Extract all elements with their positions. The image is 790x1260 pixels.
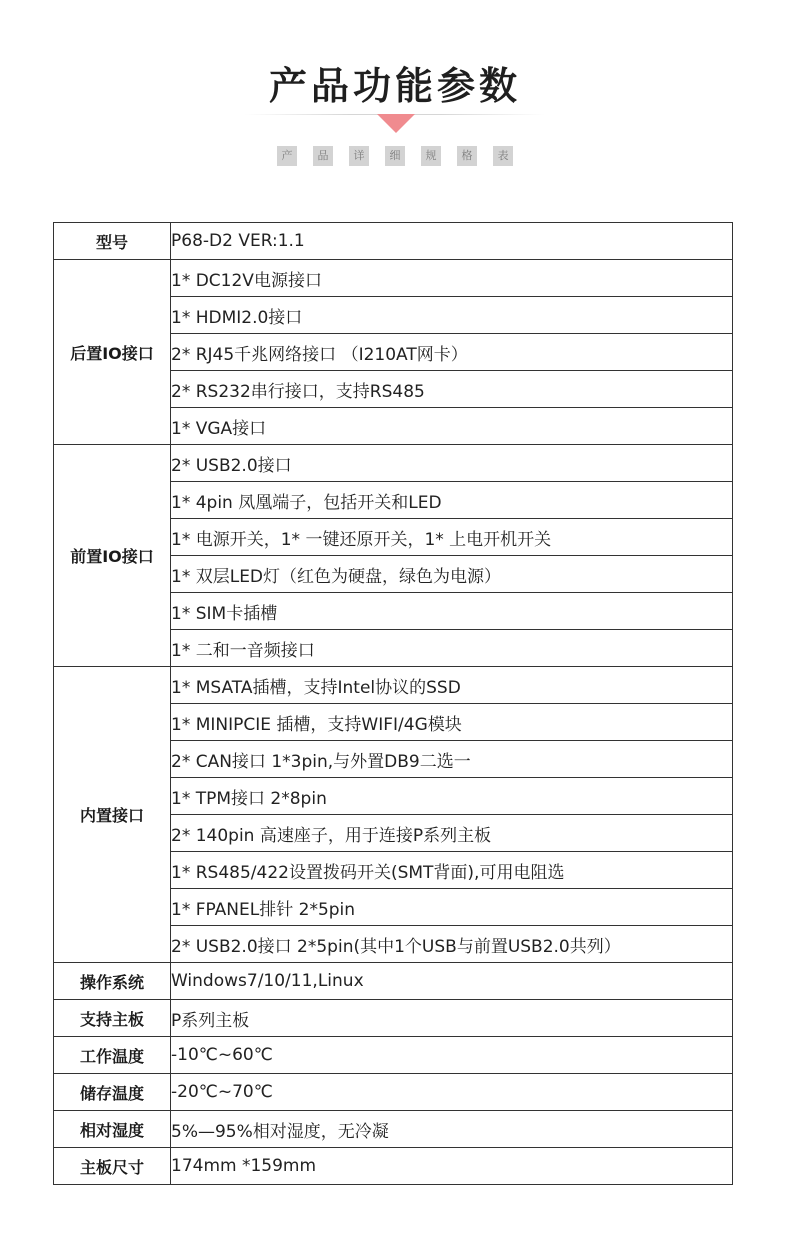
group-item: 2* USB2.0接口 2*5pin(其中1个USB与前置USB2.0共列） bbox=[171, 926, 733, 963]
row-value-storage-temp: -20℃~70℃ bbox=[171, 1074, 733, 1111]
group-item: 1* MSATA插槽，支持Intel协议的SSD bbox=[171, 667, 733, 704]
subtitle-char: 详 bbox=[349, 146, 369, 166]
subtitle-char: 产 bbox=[277, 146, 297, 166]
subtitle-char: 格 bbox=[457, 146, 477, 166]
spec-table bbox=[53, 222, 733, 1185]
row-label-model: 型号 bbox=[54, 223, 171, 260]
group-item: 1* DC12V电源接口 bbox=[171, 260, 733, 297]
row-label-working-temp: 工作温度 bbox=[54, 1037, 171, 1074]
row-value-os: Windows7/10/11,Linux bbox=[171, 963, 733, 1000]
table-row bbox=[54, 1000, 733, 1037]
table-row bbox=[54, 260, 733, 297]
table-row bbox=[54, 667, 733, 704]
group-item: 2* 140pin 高速座子，用于连接P系列主板 bbox=[171, 815, 733, 852]
table-row bbox=[54, 1074, 733, 1111]
subtitle-char: 品 bbox=[313, 146, 333, 166]
group-label-front-io: 前置IO接口 bbox=[54, 445, 171, 667]
group-label-internal: 内置接口 bbox=[54, 667, 171, 963]
group-item: 2* RJ45千兆网络接口 （I210AT网卡） bbox=[171, 334, 733, 371]
triangle-marker-icon bbox=[377, 114, 415, 133]
table-row bbox=[54, 963, 733, 1000]
group-item: 1* 双层LED灯（红色为硬盘，绿色为电源） bbox=[171, 556, 733, 593]
group-item: 2* CAN接口 1*3pin,与外置DB9二选一 bbox=[171, 741, 733, 778]
group-item: 1* 电源开关，1* 一键还原开关，1* 上电开机开关 bbox=[171, 519, 733, 556]
table-row bbox=[54, 223, 733, 260]
group-item: 1* 二和一音频接口 bbox=[171, 630, 733, 667]
row-label-os: 操作系统 bbox=[54, 963, 171, 1000]
table-row bbox=[54, 1148, 733, 1185]
table-row bbox=[54, 1037, 733, 1074]
table-row bbox=[54, 445, 733, 482]
group-item: 2* USB2.0接口 bbox=[171, 445, 733, 482]
subtitle-badges bbox=[277, 146, 513, 166]
page-header bbox=[0, 0, 790, 190]
group-item: 2* RS232串行接口，支持RS485 bbox=[171, 371, 733, 408]
group-item: 1* MINIPCIE 插槽，支持WIFI/4G模块 bbox=[171, 704, 733, 741]
row-value-working-temp: -10℃~60℃ bbox=[171, 1037, 733, 1074]
subtitle-char: 细 bbox=[385, 146, 405, 166]
group-item: 1* HDMI2.0接口 bbox=[171, 297, 733, 334]
page-title: 产品功能参数 bbox=[268, 64, 521, 108]
row-label-board-size: 主板尺寸 bbox=[54, 1148, 171, 1185]
row-value-board-size: 174mm *159mm bbox=[171, 1148, 733, 1185]
table-row bbox=[54, 1111, 733, 1148]
group-item: 1* TPM接口 2*8pin bbox=[171, 778, 733, 815]
subtitle-char: 规 bbox=[421, 146, 441, 166]
group-item: 1* SIM卡插槽 bbox=[171, 593, 733, 630]
row-value-humidity: 5%—95%相对湿度，无冷凝 bbox=[171, 1111, 733, 1148]
group-label-rear-io: 后置IO接口 bbox=[54, 260, 171, 445]
row-label-mainboard: 支持主板 bbox=[54, 1000, 171, 1037]
group-item: 1* RS485/422设置拨码开关(SMT背面),可用电阻选 bbox=[171, 852, 733, 889]
row-label-storage-temp: 储存温度 bbox=[54, 1074, 171, 1111]
row-value-model: P68-D2 VER:1.1 bbox=[171, 223, 733, 260]
row-label-humidity: 相对湿度 bbox=[54, 1111, 171, 1148]
subtitle-char: 表 bbox=[493, 146, 513, 166]
group-item: 1* FPANEL排针 2*5pin bbox=[171, 889, 733, 926]
row-value-mainboard: P系列主板 bbox=[171, 1000, 733, 1037]
group-item: 1* 4pin 凤凰端子，包括开关和LED bbox=[171, 482, 733, 519]
group-item: 1* VGA接口 bbox=[171, 408, 733, 445]
